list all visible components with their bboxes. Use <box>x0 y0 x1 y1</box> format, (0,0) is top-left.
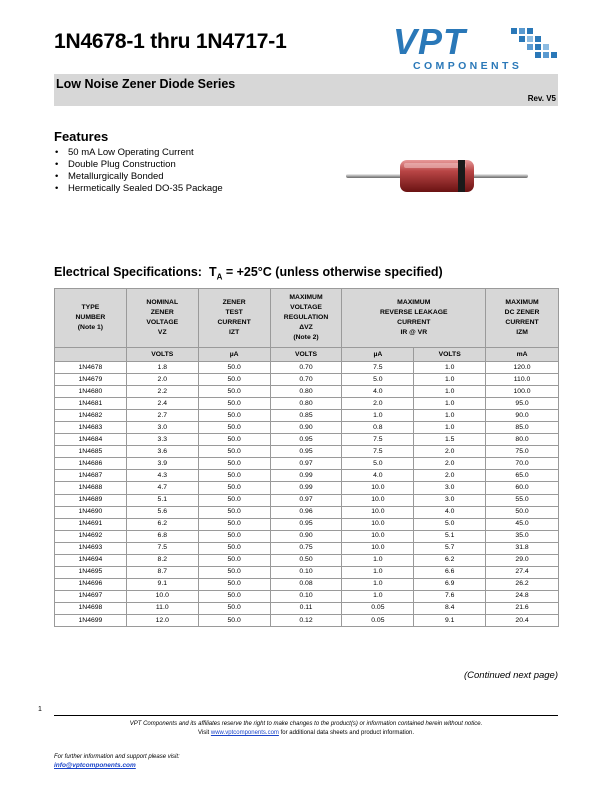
table-cell: 50.0 <box>198 434 270 446</box>
table-row <box>55 602 559 614</box>
series-banner <box>54 74 558 106</box>
table-cell: 1.5 <box>414 434 486 446</box>
table-cell: 2.4 <box>126 398 198 410</box>
footer-divider <box>54 715 558 716</box>
table-cell: 0.80 <box>270 398 342 410</box>
table-cell: 12.0 <box>126 614 198 626</box>
table-cell: 5.1 <box>414 530 486 542</box>
table-cell: 1.0 <box>414 374 486 386</box>
table-cell: 10.0 <box>342 482 414 494</box>
table-cell: 1.0 <box>342 554 414 566</box>
table-cell: 10.0 <box>342 518 414 530</box>
table-row <box>55 458 559 470</box>
unit-cell: VOLTS <box>414 348 486 362</box>
feature-item: • Hermetically Sealed DO-35 Package <box>54 183 223 195</box>
table-cell: 11.0 <box>126 602 198 614</box>
table-cell: 7.5 <box>342 434 414 446</box>
table-cell: 2.0 <box>126 374 198 386</box>
table-cell: 3.0 <box>414 482 486 494</box>
table-cell: 55.0 <box>486 494 559 506</box>
table-cell: 7.5 <box>342 362 414 374</box>
electrical-specs-table <box>54 288 559 627</box>
table-cell: 1N4687 <box>55 470 127 482</box>
table-cell: 29.0 <box>486 554 559 566</box>
vpt-logo <box>393 21 565 74</box>
footer-visit-line: Visit www.vptcomponents.com for additional data sheets and product information. <box>197 730 415 736</box>
unit-cell: mA <box>486 348 559 362</box>
table-cell: 1.0 <box>342 410 414 422</box>
col-type-number: TYPE NUMBER (Note 1) <box>55 289 127 348</box>
logo-sub-text: COMPONENTS <box>413 60 523 72</box>
support-email-link[interactable]: info@vptcomponents.com <box>54 762 136 769</box>
table-cell: 0.70 <box>270 362 342 374</box>
table-cell: 2.7 <box>126 410 198 422</box>
table-row <box>55 518 559 530</box>
table-cell: 9.1 <box>414 614 486 626</box>
table-cell: 3.0 <box>126 422 198 434</box>
table-cell: 0.95 <box>270 446 342 458</box>
page-number: 1 <box>38 706 42 713</box>
table-cell: 1N4699 <box>55 614 127 626</box>
diode-package-image <box>346 156 528 196</box>
table-row <box>55 482 559 494</box>
table-cell: 1N4694 <box>55 554 127 566</box>
table-cell: 8.7 <box>126 566 198 578</box>
table-cell: 0.8 <box>342 422 414 434</box>
footer-disclaimer: VPT Components and its affiliates reserve the right to make changes to the product(s) or information contained herein without notice. <box>129 721 483 727</box>
table-cell: 50.0 <box>198 602 270 614</box>
table-cell: 4.7 <box>126 482 198 494</box>
table-cell: 6.2 <box>414 554 486 566</box>
table-cell: 24.8 <box>486 590 559 602</box>
table-cell: 5.1 <box>126 494 198 506</box>
table-cell: 0.10 <box>270 590 342 602</box>
table-cell: 2.0 <box>414 470 486 482</box>
table-cell: 2.0 <box>414 458 486 470</box>
unit-blank <box>55 348 127 362</box>
table-cell: 0.08 <box>270 578 342 590</box>
table-cell: 50.0 <box>198 566 270 578</box>
table-cell: 50.0 <box>198 590 270 602</box>
table-cell: 31.8 <box>486 542 559 554</box>
col-zener-test-current: ZENER TEST CURRENT IZT <box>198 289 270 348</box>
table-cell: 5.6 <box>126 506 198 518</box>
table-cell: 1N4685 <box>55 446 127 458</box>
table-cell: 0.99 <box>270 470 342 482</box>
table-cell: 1N4693 <box>55 542 127 554</box>
table-cell: 1.0 <box>342 578 414 590</box>
table-cell: 1.0 <box>414 410 486 422</box>
col-dc-zener-current: MAXIMUM DC ZENER CURRENT IZM <box>486 289 559 348</box>
table-cell: 50.0 <box>198 542 270 554</box>
table-cell: 50.0 <box>198 470 270 482</box>
table-cell: 20.4 <box>486 614 559 626</box>
table-cell: 6.6 <box>414 566 486 578</box>
table-cell: 1N4695 <box>55 566 127 578</box>
table-cell: 9.1 <box>126 578 198 590</box>
unit-cell: VOLTS <box>126 348 198 362</box>
table-row <box>55 614 559 626</box>
table-cell: 21.6 <box>486 602 559 614</box>
features-heading: Features <box>54 129 109 144</box>
table-cell: 75.0 <box>486 446 559 458</box>
table-cell: 50.0 <box>198 458 270 470</box>
table-cell: 0.12 <box>270 614 342 626</box>
table-cell: 3.3 <box>126 434 198 446</box>
table-cell: 50.0 <box>198 554 270 566</box>
table-cell: 0.11 <box>270 602 342 614</box>
table-row <box>55 566 559 578</box>
table-cell: 1N4697 <box>55 590 127 602</box>
table-cell: 1N4681 <box>55 398 127 410</box>
table-row <box>55 362 559 374</box>
table-cell: 0.90 <box>270 422 342 434</box>
table-cell: 50.0 <box>198 398 270 410</box>
table-row <box>55 494 559 506</box>
table-cell: 2.2 <box>126 386 198 398</box>
table-cell: 1N4682 <box>55 410 127 422</box>
col-nominal-voltage: NOMINAL ZENER VOLTAGE VZ <box>126 289 198 348</box>
table-cell: 1N4683 <box>55 422 127 434</box>
table-cell: 50.0 <box>198 518 270 530</box>
table-row <box>55 398 559 410</box>
table-cell: 0.85 <box>270 410 342 422</box>
unit-cell: VOLTS <box>270 348 342 362</box>
table-row <box>55 506 559 518</box>
table-cell: 50.0 <box>198 578 270 590</box>
col-reverse-leakage: MAXIMUM REVERSE LEAKAGE CURRENT IR @ VR <box>342 289 486 348</box>
table-row <box>55 590 559 602</box>
table-cell: 0.95 <box>270 434 342 446</box>
table-cell: 0.05 <box>342 602 414 614</box>
table-cell: 0.50 <box>270 554 342 566</box>
table-cell: 26.2 <box>486 578 559 590</box>
table-cell: 50.0 <box>198 386 270 398</box>
feature-item: • Metallurgically Bonded <box>54 171 223 183</box>
table-cell: 5.0 <box>342 374 414 386</box>
table-cell: 95.0 <box>486 398 559 410</box>
table-row <box>55 554 559 566</box>
table-cell: 6.2 <box>126 518 198 530</box>
table-cell: 100.0 <box>486 386 559 398</box>
table-cell: 50.0 <box>198 362 270 374</box>
table-cell: 1N4689 <box>55 494 127 506</box>
table-cell: 0.05 <box>342 614 414 626</box>
table-row <box>55 386 559 398</box>
table-cell: 10.0 <box>126 590 198 602</box>
table-row <box>55 530 559 542</box>
table-cell: 60.0 <box>486 482 559 494</box>
table-row <box>55 374 559 386</box>
table-cell: 3.0 <box>414 494 486 506</box>
support-text: For further information and support please visit: <box>54 754 180 760</box>
table-cell: 1N4680 <box>55 386 127 398</box>
table-cell: 0.96 <box>270 506 342 518</box>
table-row <box>55 578 559 590</box>
table-cell: 4.3 <box>126 470 198 482</box>
table-row <box>55 410 559 422</box>
revision-label: Rev. V5 <box>527 94 556 103</box>
table-row <box>55 434 559 446</box>
table-cell: 80.0 <box>486 434 559 446</box>
table-cell: 10.0 <box>342 506 414 518</box>
continued-note: (Continued next page) <box>463 670 558 681</box>
table-cell: 1N4691 <box>55 518 127 530</box>
table-cell: 50.0 <box>198 506 270 518</box>
table-cell: 1.0 <box>414 362 486 374</box>
table-cell: 90.0 <box>486 410 559 422</box>
table-cell: 1N4684 <box>55 434 127 446</box>
table-cell: 0.80 <box>270 386 342 398</box>
table-cell: 8.2 <box>126 554 198 566</box>
unit-cell: µA <box>198 348 270 362</box>
table-cell: 50.0 <box>198 482 270 494</box>
feature-item: • 50 mA Low Operating Current <box>54 147 223 159</box>
table-cell: 65.0 <box>486 470 559 482</box>
table-cell: 50.0 <box>486 506 559 518</box>
table-cell: 0.70 <box>270 374 342 386</box>
table-cell: 7.5 <box>342 446 414 458</box>
table-cell: 4.0 <box>342 386 414 398</box>
table-cell: 1.0 <box>414 422 486 434</box>
table-cell: 7.5 <box>126 542 198 554</box>
table-cell: 70.0 <box>486 458 559 470</box>
specs-table-body <box>55 362 559 627</box>
table-cell: 8.4 <box>414 602 486 614</box>
table-cell: 1N4690 <box>55 506 127 518</box>
table-cell: 4.0 <box>414 506 486 518</box>
table-cell: 0.90 <box>270 530 342 542</box>
table-cell: 5.7 <box>414 542 486 554</box>
table-cell: 0.75 <box>270 542 342 554</box>
table-cell: 27.4 <box>486 566 559 578</box>
table-cell: 5.0 <box>342 458 414 470</box>
series-title: Low Noise Zener Diode Series <box>56 77 236 91</box>
table-cell: 110.0 <box>486 374 559 386</box>
table-cell: 10.0 <box>342 530 414 542</box>
table-cell: 5.0 <box>414 518 486 530</box>
table-cell: 0.95 <box>270 518 342 530</box>
table-cell: 0.99 <box>270 482 342 494</box>
col-voltage-regulation: MAXIMUM VOLTAGE REGULATION ΔVZ (Note 2) <box>270 289 342 348</box>
table-cell: 1.0 <box>342 566 414 578</box>
table-cell: 50.0 <box>198 446 270 458</box>
feature-item: • Double Plug Construction <box>54 159 223 171</box>
website-link[interactable]: www.vptcomponents.com <box>210 730 279 736</box>
table-cell: 1N4688 <box>55 482 127 494</box>
table-cell: 4.0 <box>342 470 414 482</box>
table-row <box>55 446 559 458</box>
table-row <box>55 422 559 434</box>
table-cell: 0.97 <box>270 494 342 506</box>
unit-cell: µA <box>342 348 414 362</box>
page-title: 1N4678-1 thru 1N4717-1 <box>54 30 287 53</box>
table-cell: 35.0 <box>486 530 559 542</box>
table-cell: 50.0 <box>198 374 270 386</box>
table-row <box>55 470 559 482</box>
table-cell: 1N4692 <box>55 530 127 542</box>
units-row <box>55 348 559 362</box>
table-cell: 50.0 <box>198 422 270 434</box>
table-cell: 120.0 <box>486 362 559 374</box>
table-cell: 2.0 <box>342 398 414 410</box>
table-cell: 6.9 <box>414 578 486 590</box>
table-cell: 10.0 <box>342 494 414 506</box>
table-cell: 1N4698 <box>55 602 127 614</box>
logo-brand-text: VPT <box>393 21 467 62</box>
table-cell: 1.8 <box>126 362 198 374</box>
table-cell: 10.0 <box>342 542 414 554</box>
table-cell: 3.6 <box>126 446 198 458</box>
table-row <box>55 542 559 554</box>
features-list <box>54 147 223 195</box>
table-cell: 50.0 <box>198 494 270 506</box>
table-cell: 0.97 <box>270 458 342 470</box>
table-cell: 3.9 <box>126 458 198 470</box>
table-cell: 0.10 <box>270 566 342 578</box>
table-cell: 2.0 <box>414 446 486 458</box>
table-cell: 6.8 <box>126 530 198 542</box>
table-cell: 1N4678 <box>55 362 127 374</box>
table-cell: 7.6 <box>414 590 486 602</box>
table-cell: 1.0 <box>342 590 414 602</box>
table-cell: 50.0 <box>198 614 270 626</box>
table-cell: 85.0 <box>486 422 559 434</box>
table-cell: 1.0 <box>414 386 486 398</box>
table-cell: 1N4686 <box>55 458 127 470</box>
table-cell: 1.0 <box>414 398 486 410</box>
table-cell: 50.0 <box>198 410 270 422</box>
specs-heading: Electrical Specifications: $T_A = +25^\circ C$ (unless otherwise specified) <box>54 265 443 282</box>
table-cell: 45.0 <box>486 518 559 530</box>
table-cell: 50.0 <box>198 530 270 542</box>
table-cell: 1N4679 <box>55 374 127 386</box>
table-cell: 1N4696 <box>55 578 127 590</box>
